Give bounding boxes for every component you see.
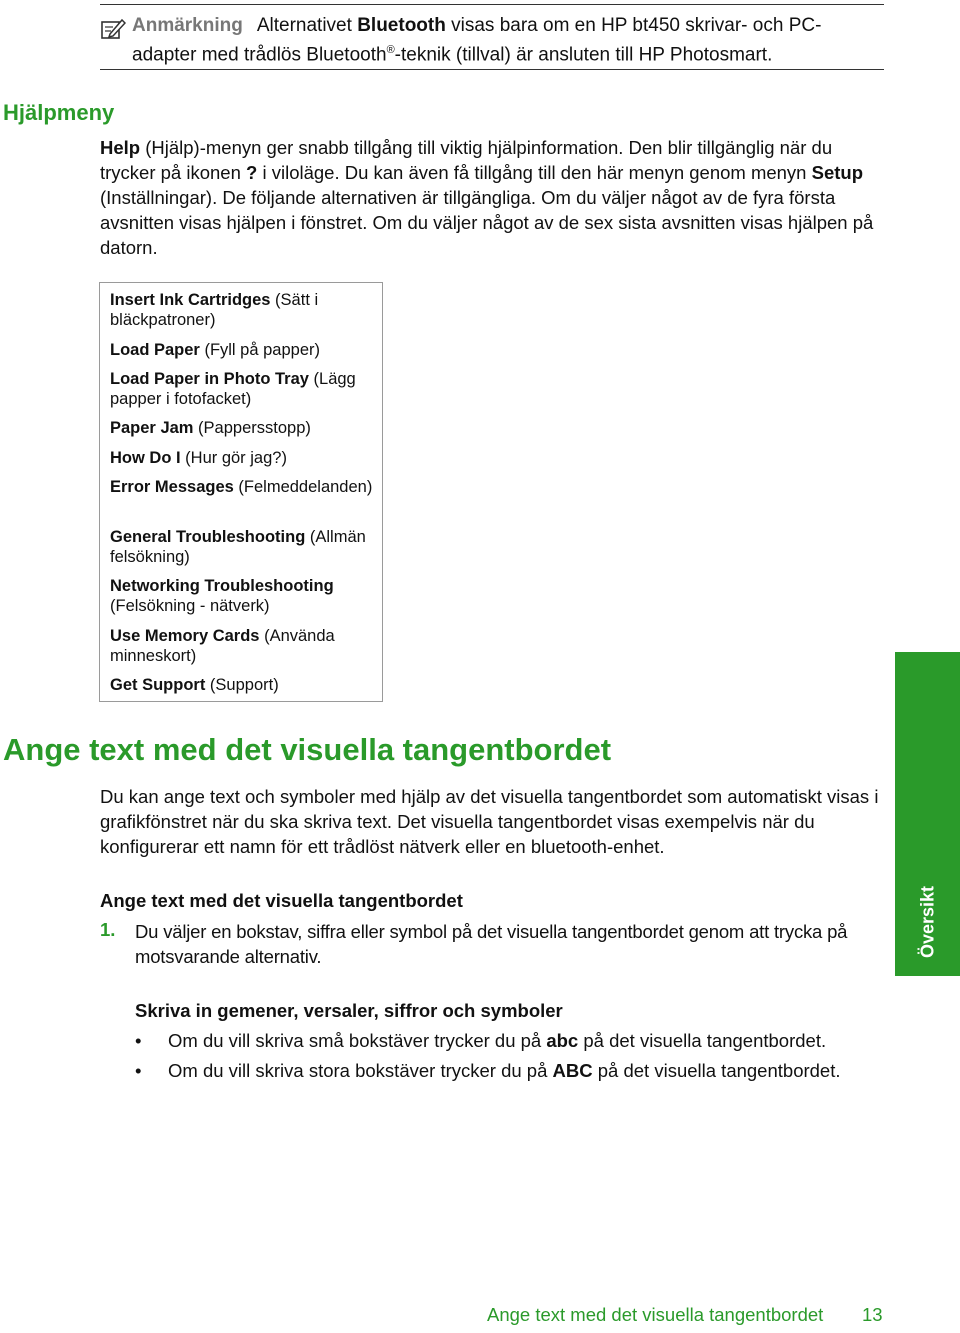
procedure-title: Ange text med det visuella tangentbordet bbox=[100, 890, 463, 911]
help-item-bold: Networking Troubleshooting bbox=[110, 577, 334, 595]
help-text-3: (Inställningar). De följande alternativen är tillgängliga. Om du väljer något av de fyra första avsnitten visas hjälpen i fönstret. Om du väljer något av de sex sista avsnitten visas hjälpen på datorn. bbox=[100, 187, 874, 258]
bullet-marker: • bbox=[135, 1060, 142, 1081]
help-item-text: (Pappersstopp) bbox=[193, 419, 311, 437]
side-tab-label: Översikt bbox=[917, 885, 937, 959]
help-item-bold: Insert Ink Cartridges bbox=[110, 291, 271, 309]
step-text: Du väljer en bokstav, siffra eller symbol på det visuella tangentbordet genom att trycka på motsvarande alternativ. bbox=[135, 921, 848, 967]
bullet-abc: abc bbox=[546, 1030, 579, 1051]
help-item-memory-cards bbox=[110, 626, 380, 666]
note-text-2: visas bara om en HP bt450 skrivar- och PC-adapter med trådlös Bluetooth bbox=[132, 15, 822, 66]
note-box bbox=[100, 4, 884, 70]
bullet-text-1: Om du vill skriva små bokstäver trycker du på bbox=[168, 1030, 547, 1051]
bullet-ABC: ABC bbox=[552, 1060, 593, 1081]
help-item-text: (Använda minneskort) bbox=[110, 627, 335, 665]
help-item-bold: General Troubleshooting bbox=[110, 528, 306, 546]
bullet-text-2: på det visuella tangentbordet. bbox=[578, 1030, 827, 1051]
help-item-text: (Hur gör jag?) bbox=[180, 449, 287, 467]
help-item-bold: Get Support bbox=[110, 676, 206, 694]
note-label: Anmärkning bbox=[132, 15, 243, 36]
bullet-text-2: på det visuella tangentbordet. bbox=[592, 1060, 841, 1081]
registered-mark: ® bbox=[386, 44, 395, 56]
help-item-networking-troubleshooting bbox=[110, 576, 380, 616]
help-item-bold: Use Memory Cards bbox=[110, 627, 260, 645]
help-text-1: (Hjälp)-menyn ger snabb tillgång till viktig hjälpinformation. Den blir tillgänglig när du trycker på ikonen bbox=[100, 137, 833, 183]
step-number: 1. bbox=[100, 919, 116, 940]
help-item-how-do-i bbox=[110, 448, 380, 468]
help-item-text: (Fyll på papper) bbox=[199, 341, 320, 359]
help-item-load-paper bbox=[110, 340, 380, 360]
subsection-title: Skriva in gemener, versaler, siffror och symboler bbox=[135, 1000, 563, 1021]
help-item-text: (Felsökning - nätverk) bbox=[110, 597, 270, 615]
note-text bbox=[132, 13, 882, 67]
help-item-get-support bbox=[110, 675, 380, 695]
bullet-uppercase bbox=[168, 1060, 898, 1082]
help-item-insert-ink bbox=[110, 290, 380, 330]
note-text-3: -teknik (tillval) är ansluten till HP Photosmart. bbox=[394, 44, 773, 66]
side-tab bbox=[895, 652, 960, 976]
note-bluetooth: Bluetooth bbox=[357, 15, 446, 36]
help-item-text: (Support) bbox=[205, 676, 279, 694]
help-item-bold: Load Paper bbox=[110, 341, 200, 359]
help-options-table bbox=[99, 282, 383, 702]
bullet-marker: • bbox=[135, 1030, 142, 1051]
help-menu-paragraph bbox=[100, 135, 890, 260]
help-item-general-troubleshooting bbox=[110, 527, 380, 567]
help-item-text: (Felmeddelanden) bbox=[233, 478, 373, 496]
help-item-error-messages bbox=[110, 477, 380, 497]
pencil-note-icon bbox=[100, 17, 126, 41]
help-question-mark: ? bbox=[246, 162, 258, 183]
footer-title: Ange text med det visuella tangentbordet bbox=[487, 1304, 824, 1325]
help-item-bold: Load Paper in Photo Tray bbox=[110, 370, 309, 388]
keyboard-paragraph: Du kan ange text och symboler med hjälp av det visuella tangentbordet som automatiskt visas i grafikfönstret när du ska skriva text. Det visuella tangentbordet visas exempelvis när du konfigurerar ett namn för ett trådlöst nätverk eller en bluetooth-enhet. bbox=[100, 786, 879, 857]
help-text-2: i viloläge. Du kan även få tillgång till den här menyn genom menyn bbox=[257, 162, 812, 183]
bullet-text-1: Om du vill skriva stora bokstäver trycker du på bbox=[168, 1060, 553, 1081]
help-item-bold: Error Messages bbox=[110, 478, 234, 496]
help-item-photo-tray bbox=[110, 369, 380, 409]
help-bold: Help bbox=[100, 137, 141, 158]
help-item-bold: Paper Jam bbox=[110, 419, 194, 437]
note-text-1: Alternativet bbox=[256, 15, 358, 36]
page-number: 13 bbox=[862, 1304, 883, 1325]
help-menu-heading: Hjälpmeny bbox=[3, 100, 115, 125]
help-item-bold: How Do I bbox=[110, 449, 181, 467]
keyboard-section-heading: Ange text med det visuella tangentbordet bbox=[3, 732, 612, 767]
bullet-lowercase bbox=[168, 1030, 898, 1052]
help-item-paper-jam bbox=[110, 418, 380, 438]
help-item-text: (Allmän felsökning) bbox=[110, 528, 366, 566]
help-item-text: (Lägg papper i fotofacket) bbox=[110, 370, 356, 408]
help-item-text: (Sätt i bläckpatroner) bbox=[110, 291, 319, 329]
setup-bold: Setup bbox=[811, 162, 864, 183]
